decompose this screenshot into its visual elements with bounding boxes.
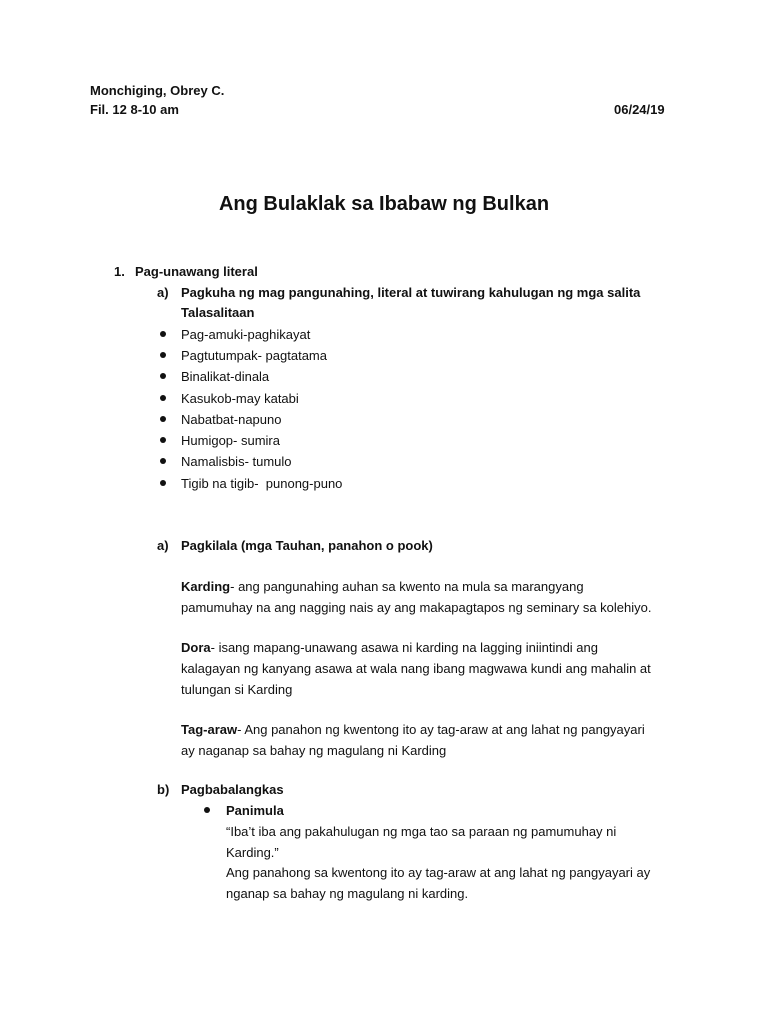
list-item: Pagtutumpak- pagtatama [181,348,327,363]
entry-term: Dora [181,640,211,655]
entry-tag-araw [181,721,645,738]
list-item: Binalikat-dinala [181,369,270,384]
list-item: Humigop- sumira [181,433,280,448]
panimula-line: Karding.” [226,845,279,860]
section-number: 1. [114,264,125,279]
author-name: Monchiging, Obrey C. [90,83,225,98]
sub-heading-panimula: Panimula [226,803,284,818]
entry-karding [181,578,584,595]
bullet-icon [160,331,166,337]
entry-term: Karding [181,579,231,594]
list-item: Tigib na tigib- punong-puno [181,476,343,491]
entry-term: Tag-araw [181,722,238,737]
entry-line: tulungan si Karding [181,682,293,697]
document-title: Ang Bulaklak sa Ibabaw ng Bulkan [218,193,550,215]
bullet-icon [160,352,166,358]
part-b-marker: b) [157,782,170,797]
part-a-marker: a) [157,285,169,300]
panimula-line: nganap sa bahay ng magulang ni karding. [226,886,469,901]
entry-line: ay naganap sa bahay ng magulang ni Karding [181,743,447,758]
bullet-icon [160,416,166,422]
entry-text: - Ang panahon ng kwentong ito ay tag-araw at ang lahat ng pangyayari [237,722,645,737]
bullet-icon [160,395,166,401]
part-a-line1: Pagkuha ng mag pangunahing, literal at tuwirang kahulugan ng mga salita [181,285,641,300]
list-item: Nabatbat-napuno [181,412,282,427]
list-item: Pag-amuki-paghikayat [181,327,311,342]
section-heading: Pag-unawang literal [135,264,258,279]
list-item: Namalisbis- tumulo [181,454,292,469]
bullet-icon [160,480,166,486]
entry-text: - ang pangunahing auhan sa kwento na mula sa marangyang [230,579,584,594]
bullet-icon [160,458,166,464]
document-date: 06/24/19 [614,102,665,117]
part-a2-marker: a) [157,538,169,553]
bullet-icon [160,373,166,379]
panimula-line: “Iba’t iba ang pakahulugan ng mga tao sa paraan ng pamumuhay ni [226,824,617,839]
part-a2-heading: Pagkilala (mga Tauhan, panahon o pook) [181,538,433,553]
list-item: Kasukob-may katabi [181,391,299,406]
part-b-heading: Pagbabalangkas [181,782,284,797]
entry-line: pamumuhay na ang nagging nais ay ang makapagtapos ng seminary sa kolehiyo. [181,600,652,615]
bullet-icon [204,807,210,813]
bullet-icon [160,437,166,443]
class-schedule: Fil. 12 8-10 am [90,102,179,117]
entry-text: - isang mapang-unawang asawa ni karding na lagging iniintindi ang [210,640,598,655]
entry-dora [181,639,598,656]
panimula-line: Ang panahong sa kwentong ito ay tag-araw at ang lahat ng pangyayari ay [226,865,651,880]
part-a-line2: Talasalitaan [181,305,255,320]
entry-line: kalagayan ng kanyang asawa at wala nang ibang magwawa kundi ang mahalin at [181,661,651,676]
